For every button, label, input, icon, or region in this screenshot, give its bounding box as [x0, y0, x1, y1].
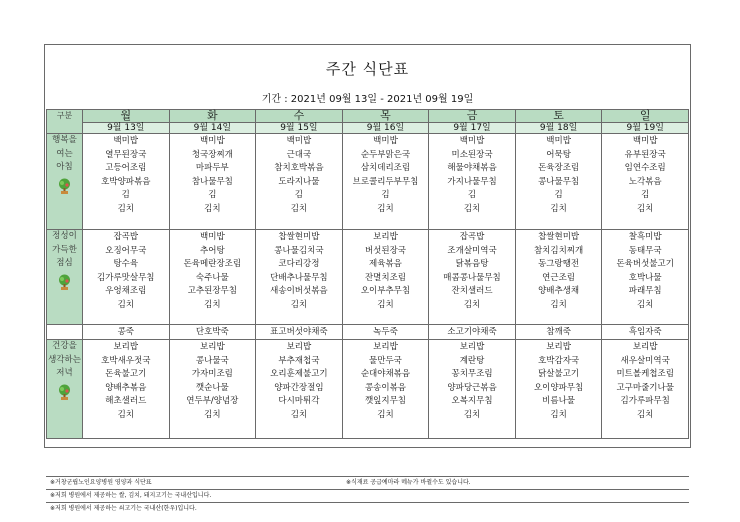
menu-item: 단배추나물무침	[270, 272, 328, 283]
dinner-menu-cell	[342, 340, 429, 439]
dinner-menu-cell	[515, 340, 602, 439]
menu-item: 계란탕	[459, 355, 485, 366]
menu-item: 잔치샐러드	[451, 286, 493, 297]
menu-item: 백미밥	[632, 136, 658, 146]
menu-item: 호박새우젓국	[101, 355, 151, 366]
menu-item: 백미밥	[286, 136, 312, 146]
menu-item: 돈육장조림	[538, 163, 580, 174]
menu-item: 오이양파무침	[533, 382, 584, 393]
note-text: ※식재료 공급예마라 메뉴가 바뀔수도 있습니다.	[346, 479, 471, 486]
menu-item: 오이부추무침	[360, 286, 411, 297]
menu-item: 임연수조림	[624, 163, 666, 174]
lunch-menu-cell	[83, 230, 170, 325]
meal-label-breakfast	[47, 134, 83, 230]
menu-item: 찰흑미밥	[628, 232, 662, 242]
menu-item: 노각볶음	[628, 176, 662, 187]
menu-item: 김치	[636, 299, 654, 310]
meal-label-line: 여는	[56, 148, 73, 159]
tree-icon	[47, 274, 82, 291]
meal-label-line: 아침	[56, 162, 73, 173]
snack-menu-cell: 참깨죽	[515, 325, 602, 340]
menu-item: 파래무침	[628, 286, 662, 297]
lunch-menu-cell	[429, 230, 516, 325]
meal-label-dinner	[47, 340, 83, 439]
menu-item: 새송이버섯볶음	[270, 286, 328, 297]
menu-item: 보리밥	[546, 342, 571, 352]
menu-item: 김치	[463, 409, 481, 420]
menu-item: 버섯된장국	[364, 245, 406, 256]
menu-item: 김치	[463, 299, 481, 310]
menu-item: 오리훈제불고기	[270, 369, 328, 380]
day-row	[47, 110, 689, 123]
menu-item: 삼치데리조림	[360, 163, 411, 174]
breakfast-menu-cell	[602, 134, 689, 230]
menu-item: 콩송이볶음	[364, 382, 406, 393]
day-name: 금	[429, 110, 516, 123]
menu-item: 백미밥	[373, 136, 398, 146]
menu-item: 보리밥	[286, 342, 312, 352]
note-row	[46, 476, 689, 489]
day-name: 토	[515, 110, 602, 123]
dinner-menu-cell	[256, 340, 343, 439]
menu-item: 김	[641, 190, 650, 201]
menu-item: 어묵탕	[546, 149, 571, 160]
dinner-menu-cell	[83, 340, 170, 439]
menu-item: 참치호박볶음	[274, 163, 324, 174]
menu-item: 호박감자국	[538, 355, 580, 366]
breakfast-menu-cell	[169, 134, 256, 230]
breakfast-menu-cell	[83, 134, 170, 230]
breakfast-menu-cell	[429, 134, 516, 230]
menu-item: 양파간장절임	[274, 382, 324, 393]
day-date: 9월 16일	[342, 123, 429, 134]
menu-item: 김치	[290, 203, 308, 214]
menu-item: 물만두국	[369, 355, 402, 366]
menu-sheet	[44, 44, 691, 512]
menu-item: 김	[467, 190, 477, 201]
dinner-menu-cell	[169, 340, 256, 439]
menu-item: 돈육메란장조림	[183, 259, 242, 270]
menu-item: 가자미조림	[191, 369, 233, 380]
meal-label-line: 점심	[56, 258, 73, 269]
page-title: 주간 식단표	[325, 60, 410, 78]
menu-item: 김	[121, 190, 130, 201]
day-name: 수	[256, 110, 343, 123]
menu-item: 연두부/양념장	[186, 396, 239, 407]
menu-item: 보리밥	[113, 342, 139, 352]
menu-item: 유부된장국	[624, 149, 666, 160]
menu-item: 백미밥	[459, 136, 485, 146]
snack-menu-cell: 소고기야채죽	[429, 325, 516, 340]
date-row	[47, 123, 689, 134]
menu-item: 김	[294, 190, 304, 201]
menu-item: 돈육불고기	[105, 369, 147, 380]
day-date: 9월 18일	[515, 123, 602, 134]
menu-item: 오징어무국	[105, 245, 147, 256]
menu-item: 보리밥	[373, 232, 398, 242]
menu-item: 콩나물무침	[538, 176, 580, 187]
day-date: 9월 14일	[169, 123, 256, 134]
menu-item: 고등어조림	[105, 163, 147, 174]
menu-item: 고추된장무침	[187, 286, 237, 297]
menu-item: 새우살미역국	[620, 355, 670, 366]
day-name: 일	[602, 110, 689, 123]
header-label: 구분	[47, 110, 83, 134]
menu-item: 보리밥	[632, 342, 658, 352]
day-name: 월	[83, 110, 170, 123]
menu-item: 열무된장국	[105, 149, 147, 160]
menu-item: 해초샐러드	[105, 396, 147, 407]
menu-item: 청국장찌개	[191, 149, 233, 160]
menu-item: 김가루맛살무침	[97, 272, 155, 283]
menu-table	[46, 109, 689, 439]
meal-label-line: 가득한	[52, 244, 77, 255]
menu-item: 백미밥	[546, 136, 571, 146]
menu-item: 콩나물국	[195, 355, 229, 366]
note-text: ※저희 병원에서 제공하는 쌀, 김치, 돼지고기는 국내산입니다.	[50, 492, 212, 499]
menu-item: 고구마줄기나물	[616, 382, 674, 393]
note-text: ※저희 병원에서 제공하는 쇠고기는 국내산(한우)입니다.	[50, 505, 197, 512]
snack-menu-cell: 콩죽	[83, 325, 170, 340]
menu-item: 김	[554, 190, 563, 201]
menu-item: 동태무국	[628, 245, 662, 256]
dinner-row	[47, 340, 689, 439]
menu-item: 김치	[377, 299, 394, 310]
menu-item: 닭볶음탕	[455, 259, 489, 270]
menu-item: 탕수육	[113, 259, 139, 270]
menu-item: 김가루파무침	[620, 396, 670, 407]
day-date: 9월 17일	[429, 123, 516, 134]
menu-item: 김치	[636, 203, 654, 214]
menu-item: 김치	[290, 299, 308, 310]
menu-item: 호박나물	[628, 272, 662, 283]
menu-item: 도라지나물	[278, 176, 320, 187]
menu-item: 조개살미역국	[447, 245, 497, 256]
lunch-menu-cell	[602, 230, 689, 325]
menu-item: 잔멸치조림	[364, 272, 406, 283]
menu-item: 보리밥	[459, 342, 485, 352]
day-date: 9월 13일	[83, 123, 170, 134]
meal-label-line: 정성이	[52, 231, 77, 241]
menu-item: 김치	[117, 203, 134, 214]
menu-item: 잡곡밥	[113, 232, 139, 242]
menu-item: 순두부맑은국	[360, 149, 411, 160]
lunch-menu-cell	[256, 230, 343, 325]
menu-item: 깻잎지무침	[364, 396, 406, 407]
dinner-menu-cell	[429, 340, 516, 439]
menu-item: 김치	[550, 299, 567, 310]
menu-item: 근대국	[286, 149, 312, 160]
menu-item: 찹쌀현미밥	[278, 232, 320, 242]
snack-menu-cell: 흑임자죽	[602, 325, 689, 340]
menu-item: 브로콜리두부무침	[352, 176, 419, 187]
tree-icon	[47, 178, 82, 195]
menu-item: 부추재첩국	[278, 355, 320, 366]
menu-item: 숙주나물	[195, 272, 229, 283]
breakfast-menu-cell	[256, 134, 343, 230]
day-date: 9월 19일	[602, 123, 689, 134]
note-text: ※거창군립노인요양병원 영양과 식단표	[50, 479, 152, 486]
note-row	[46, 502, 689, 515]
menu-item: 양배추볶음	[105, 382, 147, 393]
breakfast-menu-cell	[515, 134, 602, 230]
menu-item: 코다리강정	[278, 259, 320, 270]
menu-item: 깻순나물	[195, 382, 229, 393]
menu-item: 잡곡밥	[459, 232, 485, 242]
menu-item: 김치	[636, 409, 654, 420]
breakfast-row	[47, 134, 689, 230]
menu-item: 가지나물무침	[447, 176, 497, 187]
day-name: 화	[169, 110, 256, 123]
menu-item: 오복지무침	[451, 396, 493, 407]
meal-label-line: 행복을	[52, 135, 77, 145]
menu-item: 닭살불고기	[538, 369, 580, 380]
breakfast-menu-cell	[342, 134, 429, 230]
menu-item: 김	[381, 190, 390, 201]
menu-item: 김치	[377, 409, 394, 420]
snack-row	[47, 325, 689, 340]
menu-item: 미소된장국	[451, 149, 493, 160]
snack-menu-cell: 녹두죽	[342, 325, 429, 340]
snack-label	[47, 325, 83, 340]
menu-item: 우엉채조림	[105, 286, 147, 297]
menu-item: 연근조림	[542, 272, 576, 283]
day-date: 9월 15일	[256, 123, 343, 134]
period-text: 기간 : 2021년 09월 13일 - 2021년 09월 19일	[261, 94, 474, 105]
menu-item: 김	[208, 190, 217, 201]
meal-label-line: 건강을	[52, 341, 77, 351]
notes	[46, 476, 689, 515]
menu-item: 보리밥	[373, 342, 398, 352]
menu-item: 참치김치찌개	[533, 245, 584, 256]
menu-item: 백미밥	[113, 136, 139, 146]
menu-item: 매콤콩나물무침	[443, 272, 501, 283]
menu-item: 미트볼케첩조림	[616, 369, 674, 380]
meal-label-line: 생각하는	[48, 354, 81, 365]
menu-item: 찹쌀현미밥	[538, 232, 580, 242]
note-row	[46, 489, 689, 502]
menu-item: 동그랑땡전	[538, 259, 580, 270]
menu-item: 비름나물	[542, 396, 576, 407]
menu-item: 보리밥	[200, 342, 225, 352]
menu-item: 해물야채볶음	[447, 163, 497, 174]
menu-item: 참나물무침	[191, 176, 233, 187]
menu-item: 다시마튀각	[278, 396, 320, 407]
menu-item: 콩나물김치국	[274, 245, 324, 256]
menu-item: 김치	[204, 299, 221, 310]
lunch-menu-cell	[342, 230, 429, 325]
lunch-menu-cell	[169, 230, 256, 325]
menu-item: 추어탕	[200, 245, 225, 256]
snack-menu-cell: 단호박죽	[169, 325, 256, 340]
day-name: 목	[342, 110, 429, 123]
menu-item: 백미밥	[200, 232, 225, 242]
menu-item: 호박양파볶음	[101, 176, 151, 187]
menu-item: 김치	[290, 409, 308, 420]
menu-item: 순대야채볶음	[360, 369, 411, 380]
menu-item: 김치	[550, 409, 567, 420]
menu-item: 김치	[117, 409, 134, 420]
menu-item: 김치	[463, 203, 481, 214]
meal-label-lunch	[47, 230, 83, 325]
tree-icon	[47, 384, 82, 401]
menu-item: 양배추생채	[538, 286, 580, 297]
snack-menu-cell: 표고버섯야채죽	[256, 325, 343, 340]
menu-item: 마파두부	[195, 163, 229, 174]
meal-label-line: 저녁	[56, 368, 73, 379]
menu-item: 양파당근볶음	[447, 382, 497, 393]
menu-item: 김치	[377, 203, 394, 214]
menu-item: 제육볶음	[369, 259, 402, 270]
menu-item: 김치	[550, 203, 567, 214]
lunch-row	[47, 230, 689, 325]
menu-item: 김치	[117, 299, 134, 310]
menu-item: 백미밥	[200, 136, 225, 146]
dinner-menu-cell	[602, 340, 689, 439]
lunch-menu-cell	[515, 230, 602, 325]
menu-item: 김치	[204, 203, 221, 214]
menu-item: 꽁치무조림	[451, 369, 493, 380]
menu-item: 김치	[204, 409, 221, 420]
menu-item: 돈육버섯불고기	[616, 259, 674, 270]
